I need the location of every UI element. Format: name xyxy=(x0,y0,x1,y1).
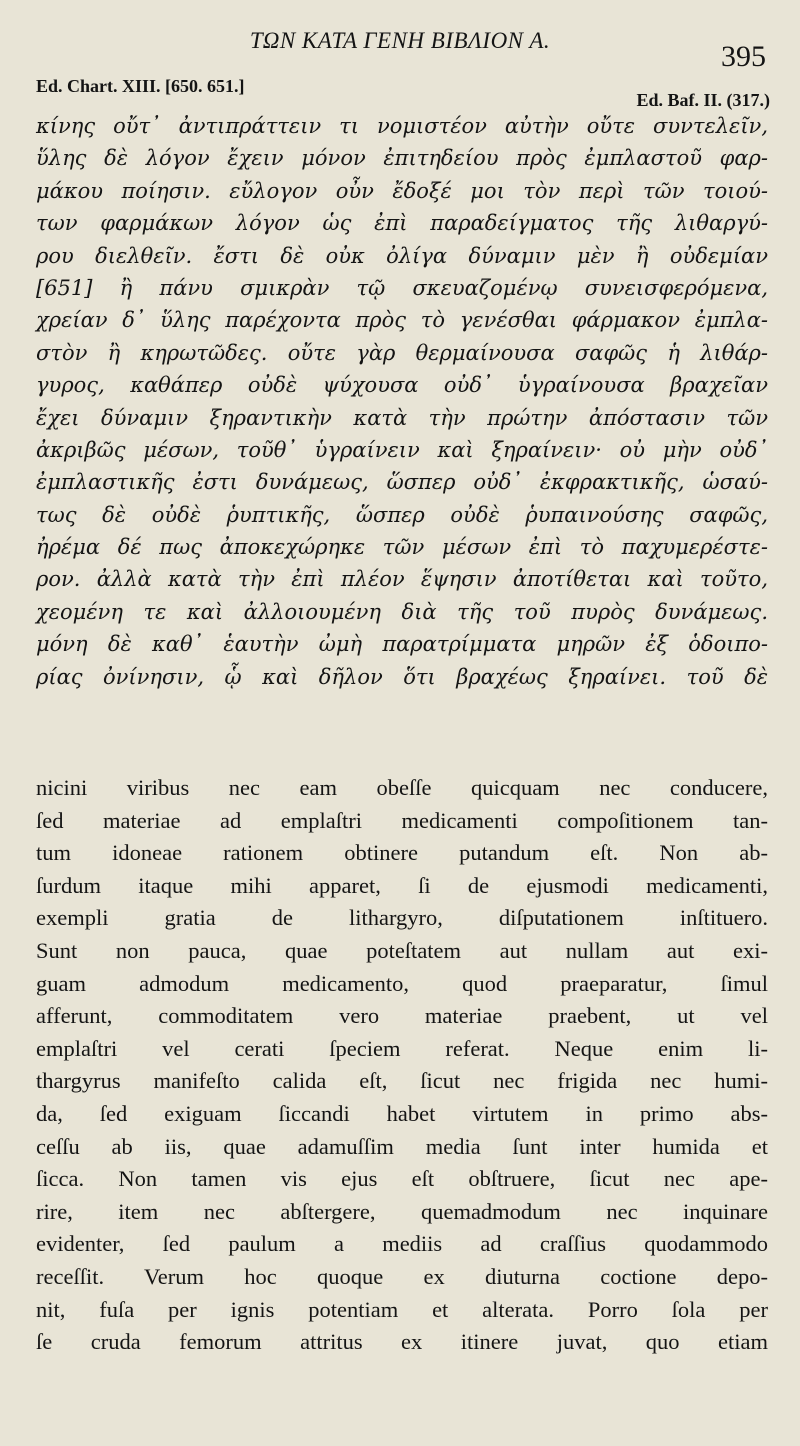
greek-text-line: τως δὲ οὐδὲ ῥυπτικῆς, ὥσπερ οὐδὲ ῥυπαινούσης σαφῶς, xyxy=(36,502,768,527)
greek-text-line: γυρος, καθάπερ οὐδὲ ψύχουσα οὐδ᾽ ὑγραίνουσα βραχεῖαν xyxy=(36,373,768,398)
latin-text-line: ceſſu ab iis, quae adamuſſim media ſunt inter humida et xyxy=(36,1133,768,1159)
latin-text-line: emplaſtri vel cerati ſpeciem referat. Neque enim li- xyxy=(36,1035,768,1061)
latin-text-line: rire, item nec abſtergere, quemadmodum nec inquinare xyxy=(36,1198,768,1224)
latin-text-line: receſſit. Verum hoc quoque ex diuturna coctione depo- xyxy=(36,1263,768,1289)
greek-text-line: των φαρμάκων λόγον ὡς ἐπὶ παραδείγματος τῆς λιθαργύ- xyxy=(36,211,768,236)
latin-text-line: ſicca. Non tamen vis ejus eſt obſtruere, ſicut nec ape- xyxy=(36,1166,768,1192)
greek-text-line: ἔχει δύναμιν ξηραντικὴν κατὰ τὴν πρώτην ἀπόστασιν τῶν xyxy=(36,405,768,430)
latin-text-line: exempli gratia de lithargyro, diſputationem inſtituero. xyxy=(36,905,768,931)
greek-text-line: ρου διελθεῖν. ἔστι δὲ οὐκ ὀλίγα δύναμιν μὲν ἢ οὐδεμίαν xyxy=(36,243,768,268)
greek-text-line: ἠρέμα δέ πως ἀποκεχώρηκε τῶν μέσων ἐπὶ τὸ παχυμερέστε- xyxy=(36,535,768,560)
latin-text-line: evidenter, ſed paulum a mediis ad craſſius quodammodo xyxy=(36,1231,768,1257)
greek-text-block xyxy=(36,110,768,693)
latin-text-line: thargyrus manifeſto calida eſt, ſicut nec frigida nec humi- xyxy=(36,1068,768,1094)
greek-text-line: μάκου ποίησιν. εὔλογον οὖν ἔδοξέ μοι τὸν περὶ τῶν τοιού- xyxy=(36,178,768,203)
greek-text-line: [651] ἢ πάνυ σμικρὰν τῷ σκευαζομένῳ συνεισφερόμενα, xyxy=(36,275,768,300)
latin-text-line: nicini viribus nec eam obeſſe quicquam nec conducere, xyxy=(36,775,768,800)
latin-text-line: ſed materiae ad emplaſtri medicamenti compoſitionem tan- xyxy=(36,807,768,833)
edition-reference-right: Ed. Baf. II. (317.) xyxy=(636,90,770,110)
latin-text-line: Sunt non pauca, quae poteſtatem aut nullam aut exi- xyxy=(36,937,768,963)
greek-text-line: μόνη δὲ καθ᾽ ἑαυτὴν ὠμὴ παρατρίμματα μηρῶν ἐξ ὁδοιπο- xyxy=(36,632,768,657)
greek-text-line: ὕλης δὲ λόγον ἔχειν μόνον ἐπιτηδείου πρὸς ἐμπλαστοῦ φαρ- xyxy=(36,146,768,171)
greek-text-line: ρίας ὀνίνησιν, ᾧ καὶ δῆλον ὅτι βραχέως ξηραίνει. τοῦ δὲ xyxy=(36,664,768,689)
running-title: ΤΩΝ ΚΑΤΑ ΓΕΝΗ ΒΙΒΛΙΟΝ Α. xyxy=(249,28,551,53)
greek-text-line: κίνης οὔτ᾽ ἀντιπράττειν τι νομιστέον αὐτὴν οὔτε συντελεῖν, xyxy=(36,114,768,138)
latin-text-block xyxy=(36,772,768,1359)
greek-text-line: ρον. ἀλλὰ κατὰ τὴν ἐπὶ πλέον ἕψησιν ἀποτίθεται καὶ τοῦτο, xyxy=(36,567,768,592)
latin-text-line: afferunt, commoditatem vero materiae praebent, ut vel xyxy=(36,1003,768,1029)
latin-text-line: ſe cruda femorum attritus ex itinere juvat, quo etiam xyxy=(36,1329,768,1355)
greek-text-line: στὸν ἢ κηρωτῶδες. οὔτε γὰρ θερμαίνουσα σαφῶς ἡ λιθάρ- xyxy=(36,340,768,365)
greek-text-line: ἐμπλαστικῆς ἐστι δυνάμεως, ὥσπερ οὐδ᾽ ἐκφρακτικῆς, ὡσαύ- xyxy=(36,470,768,495)
edition-reference-left: Ed. Chart. XIII. [650. 651.] xyxy=(36,76,245,96)
greek-text-line: χρείαν δ᾽ ὕλης παρέχοντα πρὸς τὸ γενέσθαι φάρμακον ἐμπλα- xyxy=(36,308,768,333)
latin-text-line: ſurdum itaque mihi apparet, ſi de ejusmodi medicamenti, xyxy=(36,872,768,898)
latin-text-line: da, ſed exiguam ſiccandi habet virtutem in primo abs- xyxy=(36,1100,768,1126)
latin-text-line: guam admodum medicamento, quod praeparatur, ſimul xyxy=(36,970,768,996)
greek-text-line: ἀκριβῶς μέσων, τοῦθ᾽ ὑγραίνειν καὶ ξηραίνειν· οὐ μὴν οὐδ᾽ xyxy=(36,437,768,462)
latin-text-line: nit, fuſa per ignis potentiam et alterata. Porro ſola per xyxy=(36,1296,768,1322)
page-number: 395 xyxy=(721,40,766,73)
greek-text-line: χεομένη τε καὶ ἀλλοιουμένη διὰ τῆς τοῦ πυρὸς δυνάμεως. xyxy=(36,599,768,624)
latin-text-line: tum idoneae rationem obtinere putandum eſt. Non ab- xyxy=(36,840,768,866)
